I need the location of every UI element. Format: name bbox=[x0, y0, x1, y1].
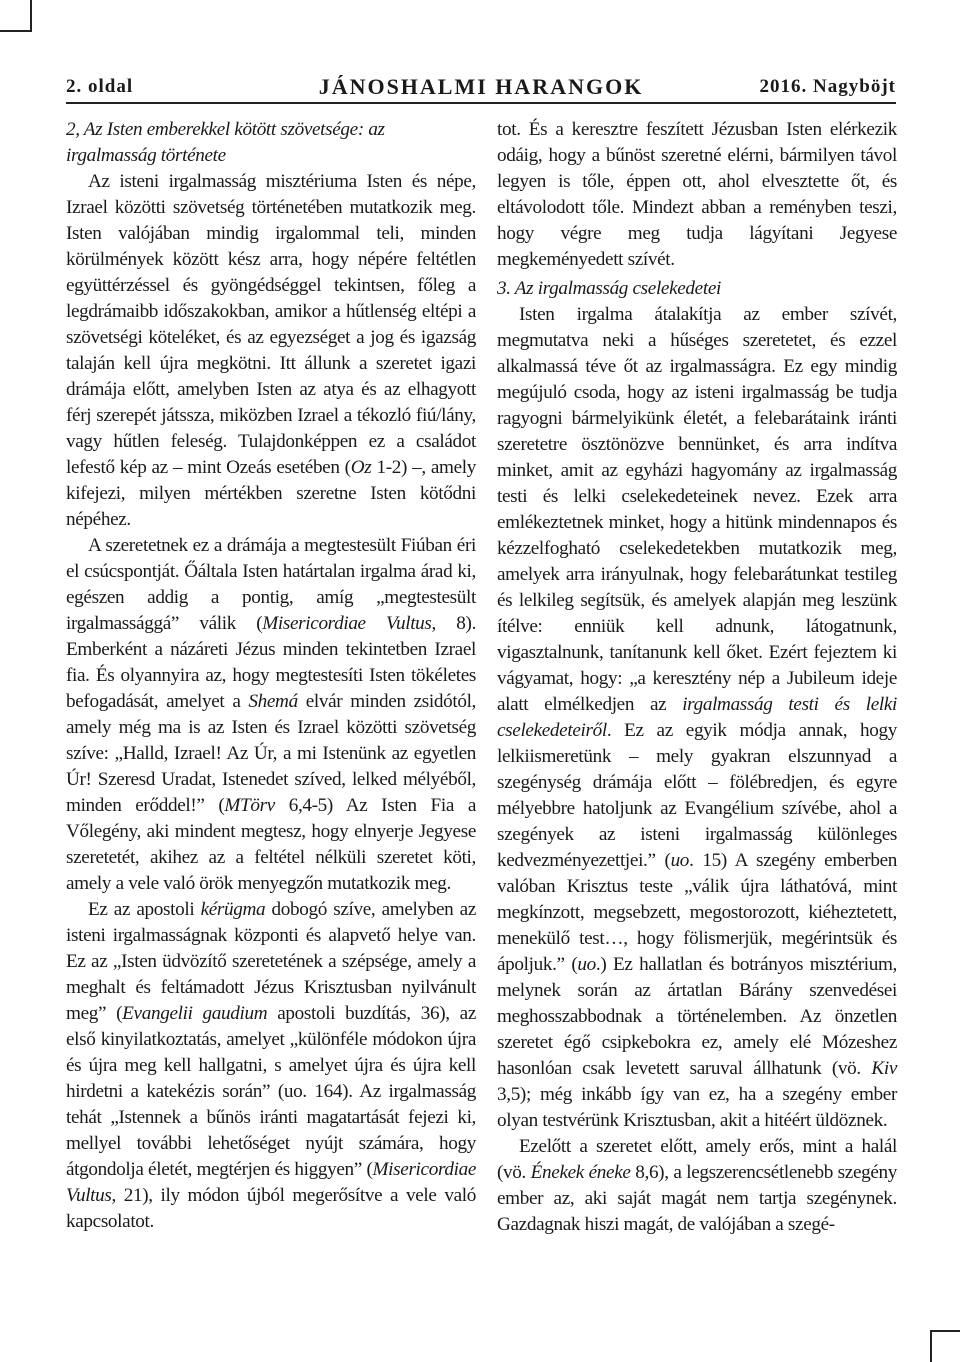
paragraph: A szeretetnek ez a drámája a megtestesült Fiúban éri el csúcspontját. Őáltala Isten határtalan irgalma árad ki, egészen addig a pontig, amíg „megtestesült irgalmassággá” válik (Misericordiae Vultus, 8). Emberként a názáreti Jézus minden tekintetben Izrael fia. És olyannyira az, hogy megtestesíti Isten tökéletes befogadását, amelyet a Shemá elvár minden zsidótól, amely még ma is az Isten és Izrael közötti szövetség szíve: „Halld, Izrael! Az Úr, a mi Istenünk az egyetlen Úr! Szeresd Uradat, Istenedet szíved, lelked mélyéből, minden erőddel!” (MTörv 6,4-5) Az Isten Fia a Vőlegény, aki mindent megtesz, hogy elnyerje Jegyese szeretetét, akihez az a feltétel nélküli szeretet köti, amely a vele való örök menyegzőn mutatkozik meg. bbox=[66, 535, 477, 894]
section-heading-3: 3. Az irgalmasság cselekedetei bbox=[497, 278, 721, 299]
crop-mark-top-left bbox=[30, 0, 32, 32]
section-heading-2: 2, Az Isten emberekkel kötött szövetsége: az irgalmasság története bbox=[66, 119, 385, 166]
right-column bbox=[497, 117, 897, 1238]
crop-mark-bottom-right bbox=[930, 1330, 932, 1362]
publication-title: JÁNOSHALMI HARANGOK bbox=[318, 74, 644, 99]
crop-mark-bottom-right bbox=[930, 1330, 960, 1332]
header-rule bbox=[66, 102, 896, 104]
paragraph: Ezelőtt a szeretet előtt, amely erős, mint a halál (vö. Énekek éneke 8,6), a legszerencsétlenebb szegény ember az, aki saját magát nem tartja szegénynek. Gazdagnak hiszi magát, de valójában a szegé- bbox=[497, 1136, 898, 1235]
page-header bbox=[66, 74, 896, 100]
left-column bbox=[66, 117, 476, 1235]
crop-mark-top-left bbox=[0, 30, 30, 32]
paragraph: Isten irgalma átalakítja az ember szívét, megmutatva neki a hűséges szeretetet, és ezzel alkalmassá téve őt az irgalmasságra. Ez egy mindig megújuló csoda, hogy az isteni irgalmasság be tudja ragyogni bármelyikünk életét, a felebarátaink iránti szeretetre ösztönözve bennünket, és arra indítva minket, amit az egyházi hagyomány az irgalmasság testi és lelki cselekedeteinek nevez. Ezek arra emlékeztetnek minket, hogy a hitünk mindennapos és kézzelfogható cselekedetekben mutatkozik meg, amelyek arra irányulnak, hogy felebarátunkat testileg és lelkileg segítsük, és amelyek alapján meg leszünk ítélve: enniük kell adnunk, látogatnunk, vigasztalnunk, tanítanunk kell őket. Ezért fejeztem ki vágyamat, hogy: „a keresztény nép a Jubileum ideje alatt elmélkedjen az irgalmasság testi és lelki cselekedeteiről. Ez az egyik módja annak, hogy lelkiismeretünk – mely gyakran elszunnyad a szegénység drámája előtt – fölébredjen, és egyre mélyebbre hatoljunk az Evangélium szívébe, ahol a szegények az isteni irgalmasság különleges kedvezményezettjei.” (uo. 15) A szegény emberben valóban Krisztus teste „válik újra láthatóvá, mint megkínzott, megsebzett, megostorozott, kiéheztetett, menekülő test…, hogy fölismerjük, megérintsük és ápoljuk.” (uo.) Ez hallatlan és botrányos misztérium, melynek során az ártatlan Bárány szenvedései meghosszabbodnak a történelemben. Az önzetlen szeretet égő csipkebokra ez, amely elé Mózeshez hasonlóan csak levetett saruval állhatunk (vö. Kiv 3,5); még inkább így van ez, ha a szegény ember olyan testvérünk Krisztusban, akit a hitéért üldöznek. bbox=[497, 304, 898, 1131]
paragraph: tot. És a keresztre feszített Jézusban Isten elérkezik odáig, hogy a bűnöst szeretné elérni, bármilyen távol legyen is tőle, éppen ott, ahol elvesztette őt, és eltávolodott tőle. Mindezt abban a reményben teszi, hogy végre meg tudja lágyítani Jegyese megkeményedett szívét. bbox=[497, 119, 897, 270]
issue-label: 2016. Nagyböjt bbox=[759, 76, 896, 97]
paragraph: Az isteni irgalmasság misztériuma Isten és népe, Izrael közötti szövetség történetében mutatkozik meg. Isten valójában mindig irgalommal teli, minden körülmények között kész arra, hogy népére feltétlen együttérzéssel és gyöngédséggel tekintsen, főleg a legdrámaibb időszakokban, amikor a hűtlenség eltépi a szövetségi köteléket, és az egyezséget a jog és igazság talaján kell újra megkötni. Itt állunk a szeretet igazi drámája előtt, amelyben Isten az atya és az elhagyott férj szerepét játssza, miközben Izrael a tékozló fiú/lány, vagy hűtlen feleség. Tulajdonképpen ez a családot lefestő kép az – mint Ozeás esetében (Oz 1-2) –, amely kifejezi, milyen mértékben szeretne Isten kötődni népéhez. bbox=[66, 171, 477, 530]
paragraph: Ez az apostoli kérügma dobogó szíve, amelyben az isteni irgalmasságnak központi és alapvető helye van. Ez az „Isten üdvözítő szeretetének a szépsége, amely a meghalt és feltámadott Jézus Krisztusban nyilvánult meg” (Evangelii gaudium apostoli buzdítás, 36), az első kinyilatkoztatás, amelyet „különféle módokon újra és újra meg kell hallgatni, s amelyet újra és újra kell hirdetni a katekézis során” (uo. 164). Az irgalmasság tehát „Istennek a bűnös iránti magatartását fejezi ki, mellyel további lehetőséget nyújt számára, hogy átgondolja életét, megtérjen és higgyen” (Misericordiae Vultus, 21), ily módon újból megerősítve a vele való kapcsolatot. bbox=[66, 899, 477, 1232]
page-number: 2. oldal bbox=[66, 76, 134, 97]
